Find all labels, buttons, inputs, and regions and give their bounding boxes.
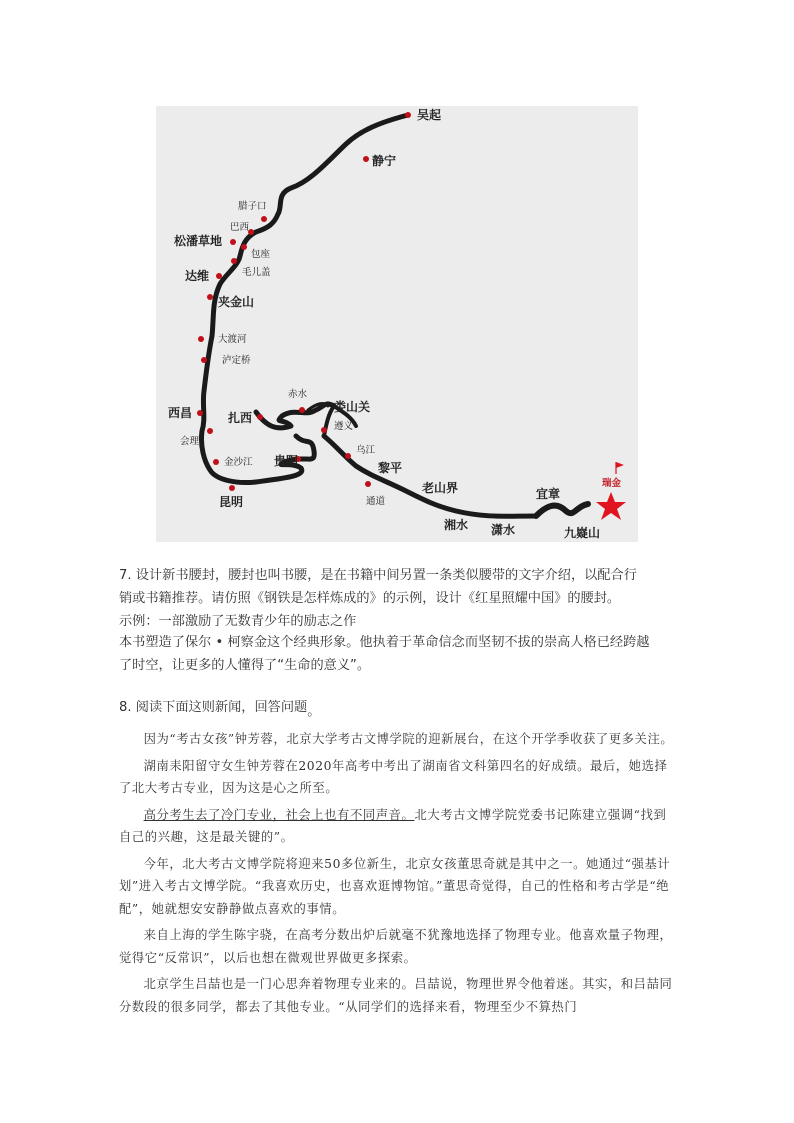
ruijin-star-icon bbox=[596, 462, 626, 520]
q8-title: 8. 阅读下面这则新闻，回答问题 bbox=[119, 700, 308, 715]
dot-wuqi bbox=[405, 112, 411, 118]
label-dawei: 达维 bbox=[185, 269, 210, 283]
label-baozuo: 包座 bbox=[251, 249, 271, 260]
question-7 bbox=[119, 566, 689, 675]
dot-baxi bbox=[261, 216, 267, 222]
news-paragraph-1: 因为“考古女孩”钟芳蓉，北京大学考古文博学院的迎新展台，在这个开学季收获了更多关注。 bbox=[143, 732, 674, 746]
dot-kunming bbox=[229, 485, 235, 491]
label-yizhang: 宜章 bbox=[536, 487, 561, 501]
label-jiajinshan: 夹金山 bbox=[218, 295, 255, 309]
dot-baozuo bbox=[241, 244, 247, 250]
dot-chishui bbox=[299, 407, 305, 413]
label-xichang: 西昌 bbox=[168, 406, 193, 420]
news-paragraph-2: 湖南耒阳留守女生钟芳蓉在2020年高考中考出了湖南省文科第四名的好成绩。最后，她选择了北大考古专业，因为这是心之所至。 bbox=[119, 758, 668, 795]
dot-daduhe bbox=[198, 336, 204, 342]
long-march-route-svg bbox=[156, 106, 638, 542]
dot-jiajinshan bbox=[207, 294, 213, 300]
dot-dawei bbox=[216, 273, 222, 279]
dot-jinshajiang bbox=[213, 459, 219, 465]
news-paragraph-5: 来自上海的学生陈宇骁，在高考分数出炉后就毫不犹豫地选择了物理专业。他喜欢量子物理，觉得它“反常识”，以后也想在微观世界做更多探索。 bbox=[119, 928, 673, 965]
q7-example-label: 示例：一部激励了无数青少年的励志之作 bbox=[119, 614, 357, 629]
label-laoshanjie: 老山界 bbox=[422, 481, 459, 495]
dot-maoergai bbox=[231, 258, 237, 264]
label-loushanguan: 娄山关 bbox=[334, 400, 371, 414]
q8-title-mark: 。 bbox=[307, 704, 321, 719]
label-jiujiangshan: 九嶷山 bbox=[564, 526, 601, 540]
label-kunming: 昆明 bbox=[219, 495, 244, 509]
label-tongdao: 通道 bbox=[366, 496, 386, 507]
news-underlined-sentence: 高分考生去了冷门专业，社会上也有不同声音。 bbox=[143, 807, 415, 822]
route-line bbox=[201, 115, 588, 516]
label-jingning: 静宁 bbox=[372, 154, 397, 168]
label-daduhe: 大渡河 bbox=[218, 334, 247, 345]
dot-tongdao bbox=[365, 481, 371, 487]
dot-songpan bbox=[230, 239, 236, 245]
label-baxi: 巴西 bbox=[230, 222, 250, 233]
label-zhaxi: 扎西 bbox=[228, 411, 253, 425]
label-xiaoshui: 潇水 bbox=[491, 523, 516, 537]
label-wujiang: 乌江 bbox=[356, 445, 376, 456]
label-ruijin: 瑞金 bbox=[602, 478, 622, 489]
dot-xichang bbox=[197, 410, 203, 416]
label-chishui: 赤水 bbox=[288, 389, 308, 400]
news-paragraph-3-rest: 北大考古文博学院党委书记陈建立强调“找到自己的兴趣，这是最关键的”。 bbox=[119, 807, 667, 844]
question-8-title bbox=[119, 698, 689, 717]
label-maoergai: 毛儿盖 bbox=[242, 267, 271, 278]
label-huili: 会理 bbox=[180, 436, 200, 447]
dot-zhaxi bbox=[257, 414, 263, 420]
dot-jingning bbox=[363, 156, 369, 162]
label-zunyi: 遵义 bbox=[334, 421, 354, 432]
news-paragraph-3 bbox=[119, 804, 674, 849]
dot-zunyi bbox=[321, 427, 327, 433]
q7-line2: 销或书籍推荐。请仿照《钢铁是怎样炼成的》的示例，设计《红星照耀中国》的腰封。 bbox=[119, 591, 621, 606]
news-paragraph-4: 今年，北大考古文博学院将迎来50多位新生，北京女孩董思奇就是其中之一。她通过“强基计划”进入考古文博学院。“我喜欢历史，也喜欢逛博物馆。”董思奇觉得，自己的性格和考古学是“绝配”，她就想安安静静做点喜欢的事情。 bbox=[119, 856, 671, 916]
long-march-map bbox=[156, 106, 638, 542]
news-article bbox=[119, 728, 674, 1018]
q7-example-line2: 了时空，让更多的人懂得了“生命的意义”。 bbox=[119, 658, 371, 673]
label-ludingqiao: 泸定桥 bbox=[222, 355, 251, 366]
q7-line1: 7. 设计新书腰封，腰封也叫书腰，是在书籍中间另置一条类似腰带的文字介绍，以配合行 bbox=[119, 568, 637, 583]
label-xiangshui: 湘水 bbox=[444, 518, 469, 532]
news-paragraph-6: 北京学生吕喆也是一门心思奔着物理专业来的。吕喆说，物理世界令他着迷。其实，和吕喆同分数段的很多同学，都去了其他专业。“从同学们的选择来看，物理至少不算热门 bbox=[119, 977, 673, 1014]
dot-huili bbox=[207, 428, 213, 434]
dot-ludingqiao bbox=[201, 357, 207, 363]
label-jinshajiang: 金沙江 bbox=[224, 457, 253, 468]
label-songpan: 松潘草地 bbox=[174, 234, 223, 248]
label-liping: 黎平 bbox=[378, 461, 403, 475]
q7-example-line1: 本书塑造了保尔 • 柯察金这个经典形象。他执着于革命信念而坚韧不拔的崇高人格已经跨越 bbox=[119, 635, 650, 650]
label-wuqi: 吴起 bbox=[417, 108, 442, 122]
label-lazikou: 腊子口 bbox=[238, 201, 267, 212]
label-guiyang: 贵阳 bbox=[274, 454, 299, 468]
dot-wujiang bbox=[345, 453, 351, 459]
